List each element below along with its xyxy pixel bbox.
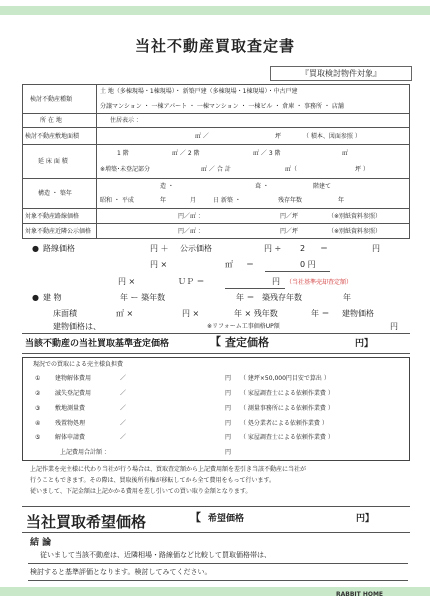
public-price-note: （※別紙資料参照） [328, 228, 382, 235]
remaining-life-label: 築残存年数 [262, 293, 302, 302]
bullet-icon: ● [32, 244, 39, 253]
land-area-note: （ 積本、図面参照 ） [303, 133, 361, 140]
desired-price-unit: 円】 [356, 514, 375, 524]
total-area-unit: ㎡（ [285, 166, 298, 173]
assessment-price-unit: 円】 [355, 339, 374, 349]
equals-sign: ＝ [246, 260, 254, 269]
brand-logo: RABBIT HOME [336, 591, 384, 598]
item-note: （ 処分業者による依頼作業費 ） [240, 420, 328, 427]
built-month: 月 [190, 197, 197, 204]
item-unit: 円 [225, 420, 232, 427]
assessment-price-label: 査定価格 [225, 336, 269, 349]
section-divider [22, 532, 410, 533]
table-line [22, 223, 410, 224]
item-name: 解体申請費 [55, 434, 86, 441]
public-price-sqm: 円／㎡ ： [178, 228, 204, 235]
item-unit: 円 [225, 434, 232, 441]
property-type-options-1: 土 地（多棟現場・1棟現場）・ 新築戸建（多棟現場・1棟現場）・中古戸建 [100, 88, 298, 95]
item-number: ① [35, 375, 41, 382]
base-sale-assessment-note: （当社基準売却査定額） [286, 279, 353, 286]
row-label-public-price: 対象不動産近隣公示価格 [25, 228, 92, 235]
total-cost-label: 上記費用合計額 ： [60, 449, 110, 456]
item-name: 建物解体費用 [55, 375, 92, 382]
row-label-location: 所 在 地 [40, 117, 62, 124]
standard-assessment-label: 当該不動産の当社買取基準査定価格 [25, 339, 170, 349]
bracket-open: 【 [190, 511, 201, 524]
age-minus-label: 年 ー 築年数 [120, 293, 166, 302]
up-rate-label: ＵＰ ＝ [178, 277, 205, 286]
row-label-structure: 構造 ・ 築年 [38, 190, 72, 197]
table-line [22, 127, 410, 128]
result-underline [265, 271, 330, 272]
unit-price-times: 円 × [150, 260, 168, 269]
item-name: 滅失登記費用 [55, 390, 92, 397]
years-times-remaining: 年 × 残年数 [234, 309, 278, 318]
years-equals: 年 ＝ [236, 293, 255, 302]
roof-type: 葺 ・ [255, 183, 269, 190]
underline [28, 563, 408, 564]
structure-type: 造 ・ [160, 183, 174, 190]
row-label-floor-area: 延 床 面 積 [38, 158, 68, 165]
area-unit: ㎡ [225, 260, 233, 269]
item-note: （ 家屋調査士による依頼作業費 ） [240, 434, 334, 441]
average-price-unit: 円 [372, 244, 380, 253]
route-price-sqm: 円／㎡ ： [178, 213, 204, 220]
table-line [22, 84, 410, 85]
row-label-land-area: 検討不動産敷地面積 [25, 133, 80, 140]
route-price-plus: 円 ＋ [150, 244, 169, 253]
divisor-value: 2 [300, 244, 306, 253]
base-sale-unit: 円 [272, 277, 280, 286]
route-price-tsubo: 円／坪 [280, 213, 299, 220]
section-divider [22, 333, 410, 334]
item-number: ② [35, 390, 41, 397]
floor-3-unit: ㎡ [342, 150, 349, 157]
floor-3-label: ㎡ ／ 3 階 [253, 150, 281, 157]
route-price-label: 路線価格 [43, 244, 75, 253]
renovation-up-note: ※リフォーム工事価格UP額 [207, 323, 280, 330]
era-options: 昭和 ・ 平成 [100, 197, 134, 204]
route-price-note: （※別紙資料参照） [328, 213, 382, 220]
desired-price-heading: 当社買取希望価格 [26, 513, 147, 531]
item-slash: ／ [120, 390, 127, 397]
unit-cost-times: 円 × [182, 309, 200, 318]
note-line-1: 上記作業を売主様に代わり当社が行う場合は、買取査定額から上記費用額を差引き当該不動産に当社が [30, 466, 307, 473]
total-cost-unit: 円 [225, 449, 232, 456]
years-equals: 年 ＝ [311, 309, 330, 318]
land-area-unit-tsubo: 坪 [275, 133, 282, 140]
table-line [22, 144, 410, 145]
table-line [96, 84, 97, 238]
land-value-result: 0 円 [300, 260, 316, 269]
floor-area-label: 床面積 [53, 309, 77, 318]
table-line [22, 208, 410, 209]
item-unit: 円 [225, 405, 232, 412]
total-tsubo-unit: 坪 ） [355, 166, 369, 173]
section-divider [22, 353, 410, 354]
document-subtitle: 『買取検討物件対象』 [270, 66, 412, 81]
conclusion-line-1: 従いまして当該不動産は、近隣相場・路線価など比較して買取価格帯は、 [40, 551, 271, 559]
item-slash: ／ [120, 420, 127, 427]
remaining-years-unit: 年 [338, 197, 345, 204]
conclusion-heading: 結 論 [30, 538, 52, 548]
public-price-tsubo: 円／坪 [280, 228, 299, 235]
item-note: （ 建坪×50,000円目安で算出 ） [240, 375, 330, 382]
underline [28, 580, 408, 581]
conclusion-line-2: 検討すると基準評価となります。検討してみてください。 [30, 568, 212, 576]
total-area-label: ㎡ ／ 合 計 [201, 166, 231, 173]
row-label-route-price: 対象不動産路線価格 [25, 213, 80, 220]
seller-costs-heading: 現況での買取による売主様負担費 [33, 361, 124, 368]
remaining-years-label: 残存年数 [278, 197, 303, 204]
building-price-label: 建物価格 [342, 309, 374, 318]
item-unit: 円 [225, 390, 232, 397]
table-line [409, 84, 410, 238]
note-line-3: 従いまして、下記金額は上記かかる費用を差し引いての買い取り金額となります。 [30, 488, 252, 495]
item-name: 残置物処理 [55, 420, 86, 427]
public-price-label: 公示価格 [180, 244, 212, 253]
remaining-life-unit: 年 [343, 293, 351, 302]
building-label: 建 物 [43, 293, 62, 302]
item-note: （ 家屋調査士による依頼作業費 ） [240, 390, 334, 397]
bracket-open: 【 [210, 335, 221, 348]
renovation-up-unit: 円 [390, 322, 398, 331]
built-year: 年 [160, 197, 167, 204]
equals-sign: ＝ [320, 244, 328, 253]
table-line [22, 178, 410, 179]
item-unit: 円 [225, 375, 232, 382]
extension-note: ※増築･未登記部分 [100, 166, 151, 173]
public-price-divide: 円 ÷ [264, 244, 282, 253]
note-line-2: 行うこともできます。その際は、買取後所有権が移転してから全て費用をもって行います。 [30, 477, 276, 484]
row-label-property-type: 検討不動産種類 [30, 96, 73, 103]
table-line [22, 84, 23, 238]
item-slash: ／ [120, 375, 127, 382]
item-note: （ 測量事務所による依頼作業費 ） [240, 405, 334, 412]
property-type-options-2: 分譲マンション ・ 一棟アパート ・ 一棟マンション ・ 一棟ビル ・ 倉庫 ・ 事務所 ・ 店舗 [100, 103, 344, 110]
built-day: 日 新築 ・ [213, 197, 241, 204]
floor-2-label: ㎡ ／ 2 階 [172, 150, 200, 157]
top-green-band [0, 6, 430, 15]
page-title: 当社不動産買取査定書 [134, 37, 295, 55]
bullet-icon: ● [32, 293, 39, 302]
land-area-unit-sqm: ㎡ ／ [195, 133, 209, 140]
building-price-is: 建物価格は、 [53, 322, 101, 331]
price-times: 円 × [118, 277, 136, 286]
floor-1-label: 1 階 [117, 150, 129, 157]
floors-count: 階建て [313, 183, 332, 190]
result-underline [225, 288, 285, 289]
item-number: ③ [35, 405, 41, 412]
item-number: ④ [35, 420, 41, 427]
table-line [22, 113, 410, 114]
item-number: ⑤ [35, 434, 41, 441]
location-value: 住居表示 ： [110, 117, 142, 124]
item-slash: ／ [120, 434, 127, 441]
floor-area-times: ㎡ × [116, 309, 134, 318]
table-line [22, 238, 410, 239]
section-divider [22, 506, 410, 507]
item-slash: ／ [120, 405, 127, 412]
item-name: 敷地測量費 [55, 405, 86, 412]
desired-price-label: 希望価格 [208, 514, 245, 524]
